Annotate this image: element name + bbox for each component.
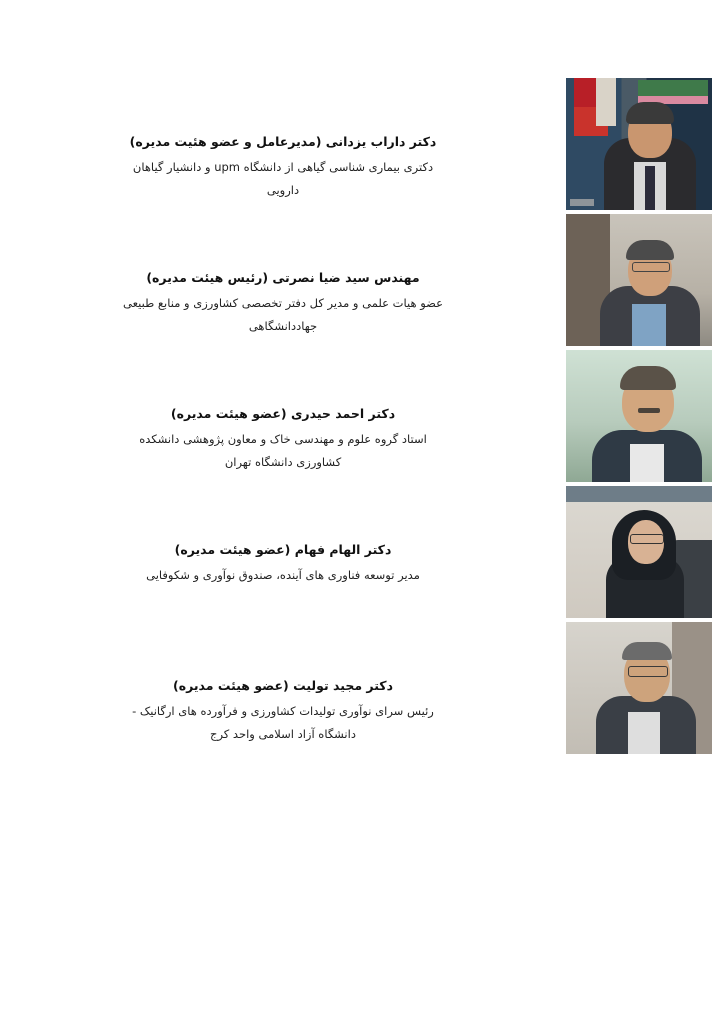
- board-member-description: استاد گروه علوم و مهندسی خاک و معاون پژوهشی دانشکده کشاورزی دانشگاه تهران: [139, 431, 427, 469]
- banner-decor: [638, 80, 708, 96]
- person-tie: [645, 166, 655, 210]
- person-hair: [626, 240, 674, 260]
- person-hair: [620, 366, 676, 390]
- board-member-name: دکتر داراب یزدانی (مدیرعامل و عضو هئیت مدیره): [129, 134, 437, 149]
- board-member-description: رئیس سرای نوآوری تولیدات کشاورزی و فرآورده های ارگانیک - دانشگاه آزاد اسلامی واحد کرج: [132, 703, 434, 741]
- board-member-entry: [0, 78, 724, 210]
- photo-watermark: [570, 199, 594, 206]
- person-glasses: [632, 262, 670, 272]
- portrait-ahmad-heidari: [566, 350, 712, 482]
- portrait-darab-yazdani: [566, 78, 712, 210]
- board-member-text: [0, 214, 566, 338]
- board-member-name: دکتر الهام فهام (عضو هیئت مدیره): [174, 542, 392, 557]
- person-glasses: [630, 534, 664, 544]
- portrait-seyed-zia-nosrati: [566, 214, 712, 346]
- board-member-name: مهندس سید ضیا نصرتی (رئیس هیئت مدیره): [146, 270, 420, 285]
- board-member-entry: [0, 214, 724, 346]
- board-member-name: دکتر مجید تولیت (عضو هیئت مدیره): [173, 678, 393, 693]
- person-shirt: [628, 712, 660, 754]
- person-shirt: [632, 304, 666, 346]
- person-hair: [626, 102, 674, 124]
- board-member-entry: [0, 622, 724, 754]
- board-member-text: [0, 486, 566, 587]
- person-glasses: [628, 666, 668, 677]
- person-shirt: [630, 444, 664, 482]
- board-member-entry: [0, 486, 724, 618]
- board-member-entry: [0, 350, 724, 482]
- board-member-description: دکتری بیماری شناسی گیاهی از دانشگاه upm و دانشیار گیاهان دارویی: [132, 159, 434, 197]
- wall-stripe-decor: [566, 486, 712, 502]
- board-members-list: [0, 78, 724, 758]
- board-member-name: دکتر احمد حیدری (عضو هیئت مدیره): [170, 406, 396, 421]
- board-member-text: [0, 622, 566, 746]
- portrait-majid-tollit: [566, 622, 712, 754]
- person-hair: [622, 642, 672, 660]
- portrait-elham-faham: [566, 486, 712, 618]
- person-mustache: [638, 408, 660, 413]
- board-member-description: مدیر توسعه فناوری های آینده، صندوق نوآوری و شکوفایی: [146, 567, 420, 582]
- board-member-description: عضو هیات علمی و مدیر کل دفتر تخصصی کشاورزی و منابع طبیعی جهاددانشگاهی: [123, 295, 443, 333]
- board-member-text: [0, 350, 566, 474]
- flag-decor-secondary: [596, 78, 616, 126]
- board-member-text: [0, 78, 566, 202]
